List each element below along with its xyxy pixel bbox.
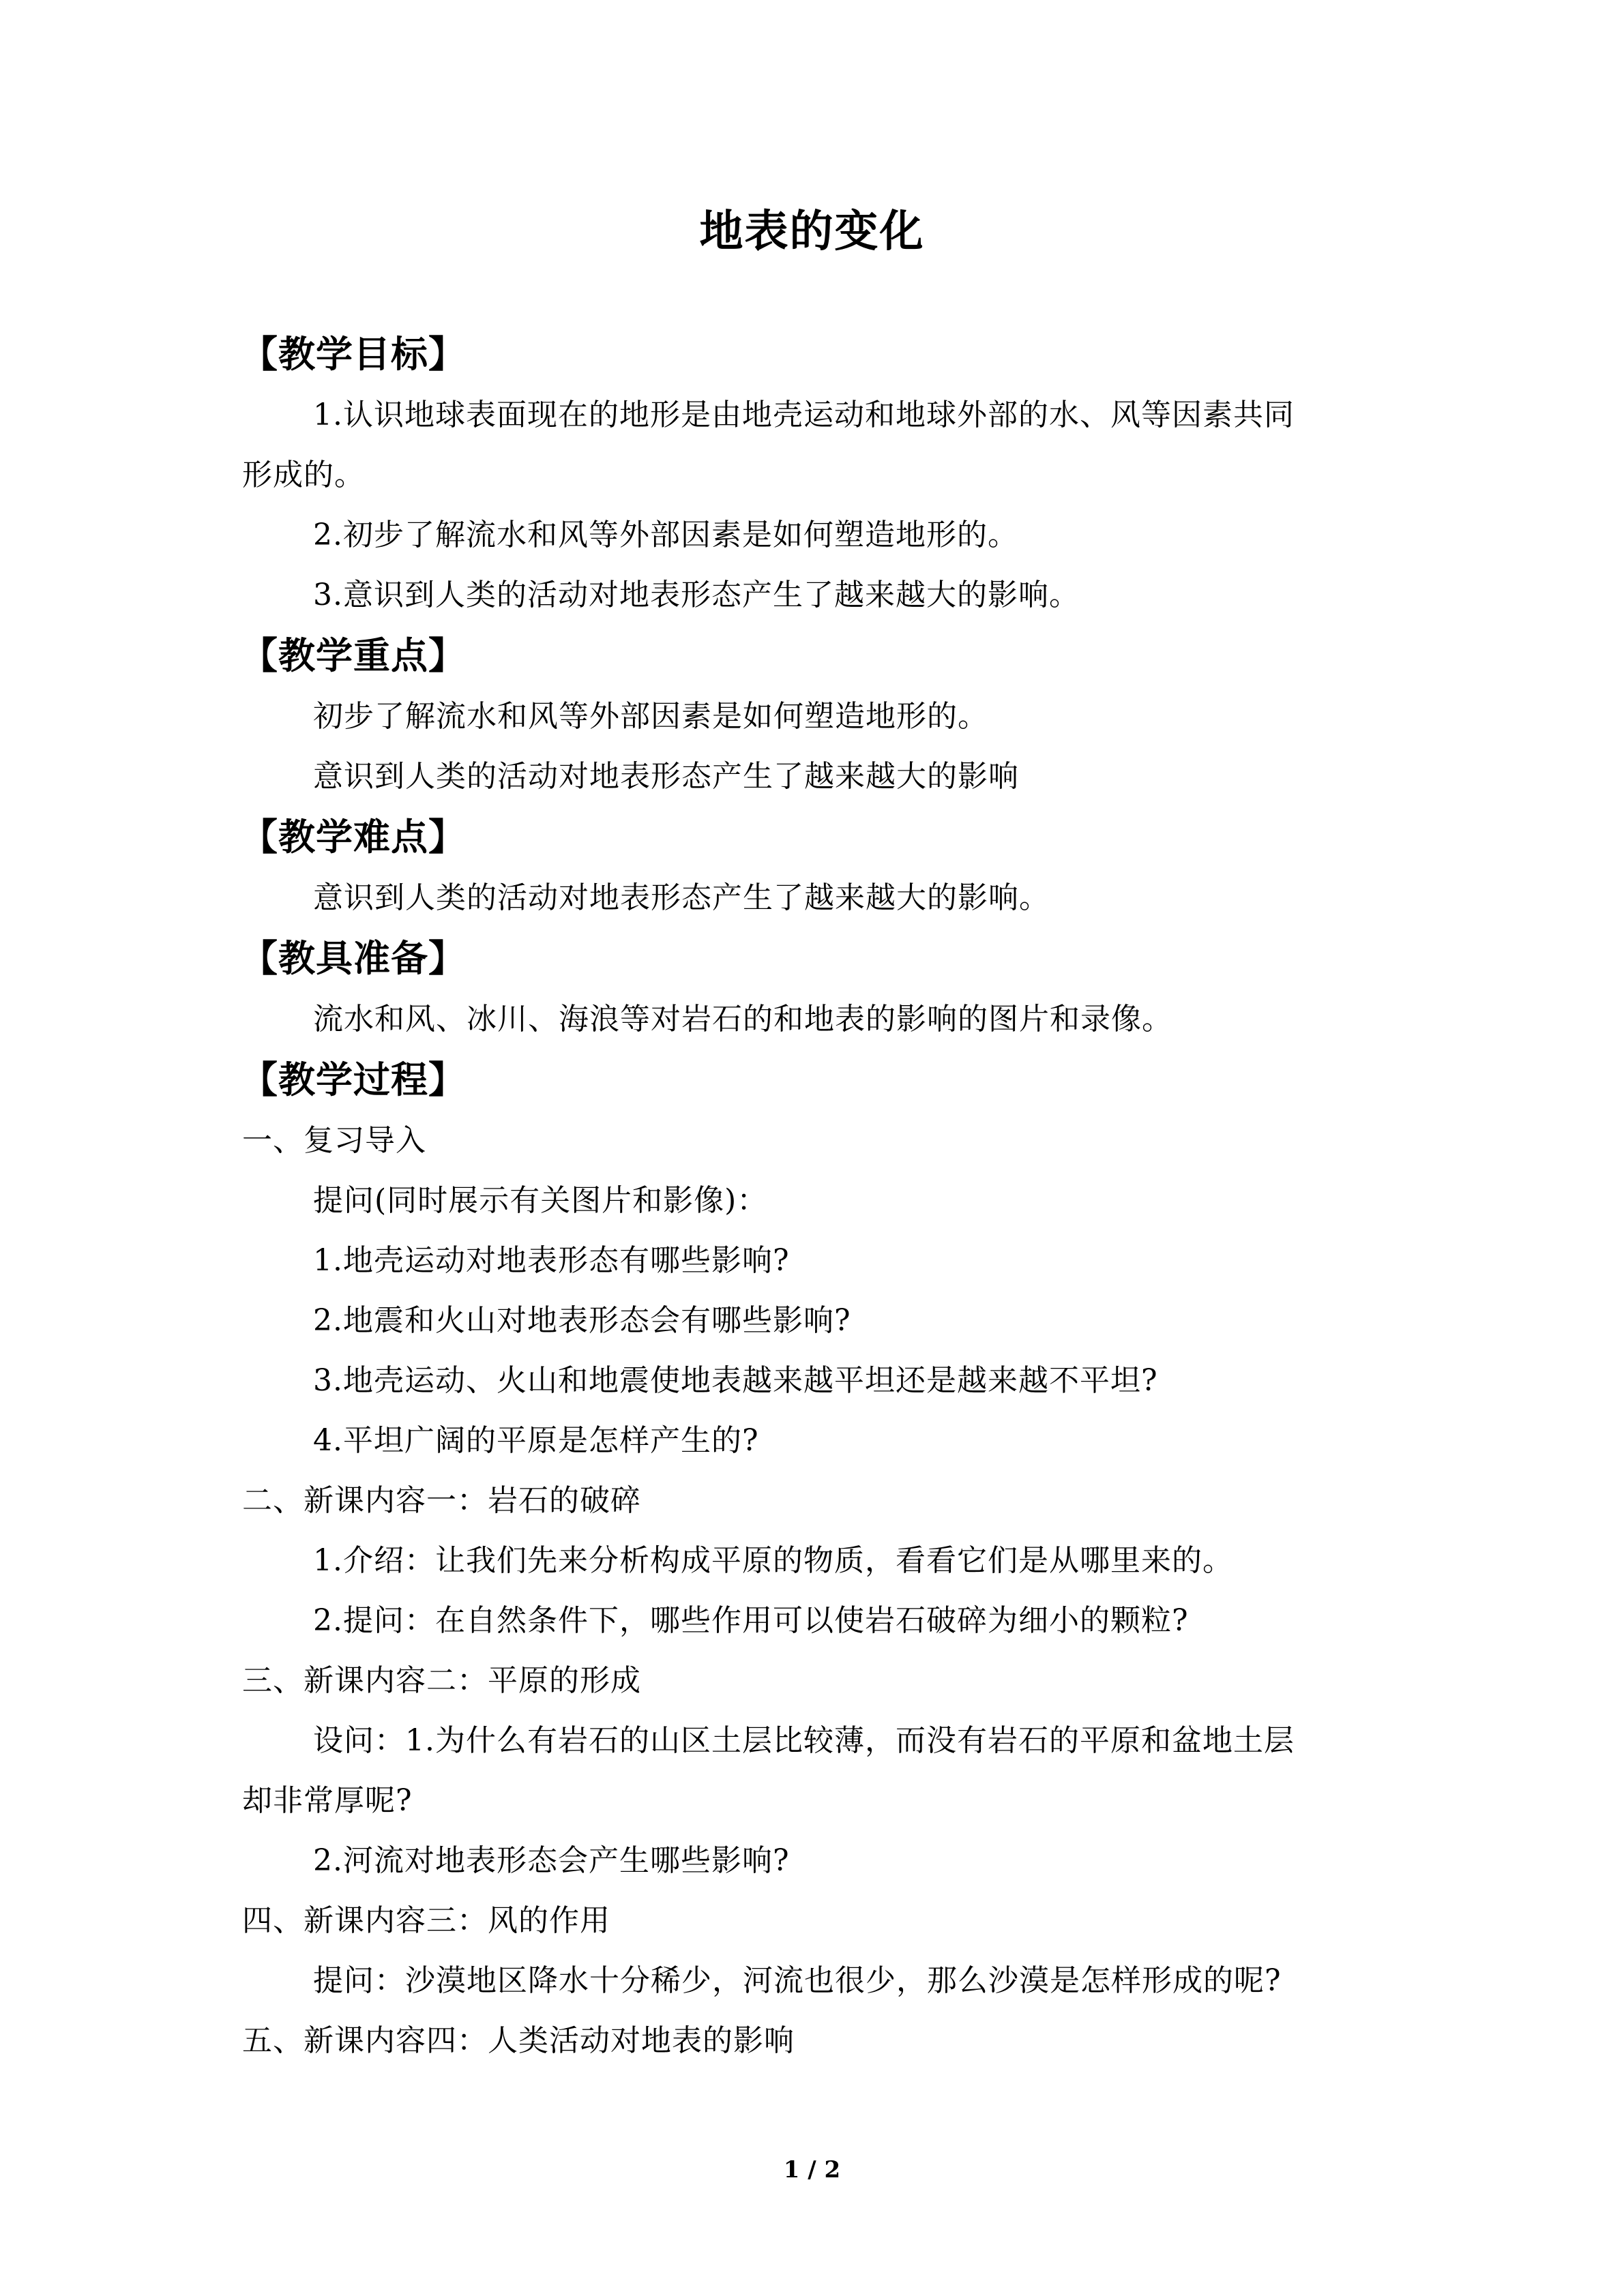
section-heading-materials: 【教具准备】	[241, 937, 466, 980]
page-indicator: 1 / 2	[783, 2156, 841, 2183]
part-1-line-3: 2.地震和火山对地表形态会有哪些影响?	[313, 1303, 851, 1338]
part-4-line-1: 提问：沙漠地区降水十分稀少，河流也很少，那么沙漠是怎样形成的呢?	[313, 1963, 1282, 1998]
materials-line-1: 流水和风、冰川、海浪等对岩石的和地表的影响的图片和录像。	[313, 1002, 1172, 1037]
section-heading-difficulties: 【教学难点】	[241, 816, 466, 859]
part-1-line-1: 提问(同时展示有关图片和影像)：	[313, 1183, 768, 1218]
process-part-4-title: 四、新课内容三：风的作用	[242, 1903, 610, 1938]
section-heading-key-points: 【教学重点】	[241, 634, 466, 677]
part-1-line-5: 4.平坦广阔的平原是怎样产生的?	[313, 1423, 759, 1458]
process-part-5-title: 五、新课内容四：人类活动对地表的影响	[242, 2023, 795, 2058]
part-1-line-2: 1.地壳运动对地表形态有哪些影响?	[313, 1243, 790, 1278]
objective-line-1-cont: 形成的。	[242, 458, 365, 492]
section-heading-objectives: 【教学目标】	[241, 333, 466, 376]
part-2-line-1: 1.介绍：让我们先来分析构成平原的物质，看看它们是从哪里来的。	[313, 1543, 1233, 1578]
process-part-2-title: 二、新课内容一：岩石的破碎	[242, 1483, 641, 1518]
part-3-line-1-cont: 却非常厚呢?	[242, 1783, 413, 1818]
key-point-line-2: 意识到人类的活动对地表形态产生了越来越大的影响	[313, 759, 1019, 794]
process-part-1-title: 一、复习导入	[242, 1123, 426, 1158]
objective-line-3: 3.意识到人类的活动对地表形态产生了越来越大的影响。	[313, 578, 1080, 612]
part-2-line-2: 2.提问：在自然条件下，哪些作用可以使岩石破碎为细小的颗粒?	[313, 1603, 1189, 1638]
part-3-line-1: 设问：1.为什么有岩石的山区土层比较薄，而没有岩石的平原和盆地土层	[313, 1723, 1295, 1758]
process-part-3-title: 三、新课内容二：平原的形成	[242, 1663, 641, 1698]
part-3-line-2: 2.河流对地表形态会产生哪些影响?	[313, 1843, 790, 1878]
objective-line-2: 2.初步了解流水和风等外部因素是如何塑造地形的。	[313, 518, 1018, 552]
objective-line-1: 1.认识地球表面现在的地形是由地壳运动和地球外部的水、风等因素共同	[313, 398, 1295, 432]
section-heading-process: 【教学过程】	[241, 1058, 466, 1101]
page-title: 地表的变化	[699, 207, 925, 257]
document-body	[242, 324, 1385, 2071]
part-1-line-4: 3.地壳运动、火山和地震使地表越来越平坦还是越来越不平坦?	[313, 1363, 1158, 1398]
key-point-line-1: 初步了解流水和风等外部因素是如何塑造地形的。	[313, 699, 988, 734]
difficulty-line-1: 意识到人类的活动对地表形态产生了越来越大的影响。	[313, 880, 1050, 915]
